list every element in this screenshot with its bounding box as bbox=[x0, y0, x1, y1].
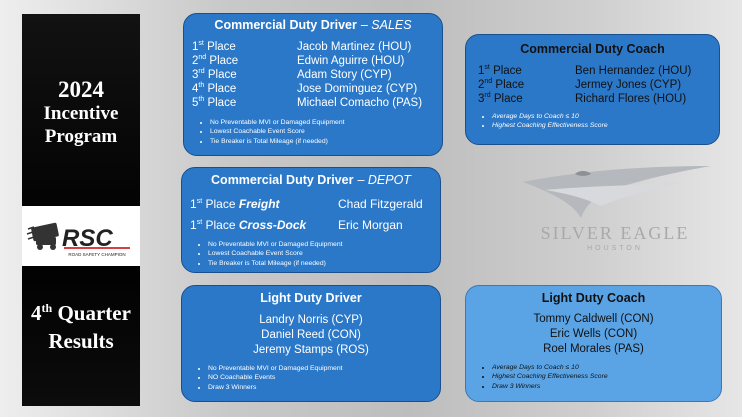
place-suffix: rd bbox=[198, 68, 205, 76]
card-subtitle: – DEPOT bbox=[357, 173, 411, 187]
place-word: Place bbox=[207, 97, 237, 109]
card-title-text: Commercial Duty Driver bbox=[211, 173, 354, 187]
place-suffix: st bbox=[198, 40, 204, 48]
place-number: 4 bbox=[192, 83, 199, 95]
silver-eagle-city: HOUSTON bbox=[587, 245, 643, 252]
winner-name: Edwin Aguirre (HOU) bbox=[297, 55, 405, 67]
place-number: 2 bbox=[192, 55, 199, 67]
winner-name: Jacob Martinez (HOU) bbox=[297, 41, 412, 53]
winner-name: Jermey Jones (CYP) bbox=[575, 79, 682, 91]
place-word: Place bbox=[205, 218, 236, 232]
place-word: Place bbox=[209, 55, 239, 67]
place-suffix: th bbox=[198, 96, 205, 104]
winner-row bbox=[192, 68, 434, 82]
criteria-item: • Highest Coaching Effectiveness Score bbox=[492, 121, 711, 130]
criteria-list bbox=[192, 118, 434, 146]
winner-name: Landry Norris (CYP) bbox=[259, 314, 363, 326]
card-title: Commercial Duty Coach bbox=[520, 42, 665, 56]
place-number: 3 bbox=[192, 69, 199, 81]
place-suffix: rd bbox=[484, 92, 491, 100]
criteria-list bbox=[190, 240, 432, 268]
winners-list bbox=[474, 312, 713, 357]
criteria-item: • Average Days to Coach ≤ 10 bbox=[492, 363, 713, 372]
criteria-item: • Average Days to Coach ≤ 10 bbox=[492, 112, 711, 121]
criteria-item: • Draw 3 Winners bbox=[208, 383, 432, 392]
winner-name: Chad Fitzgerald bbox=[338, 197, 423, 211]
winner-row bbox=[192, 96, 434, 110]
criteria-item: • Tie Breaker is Total Mileage (if needed) bbox=[208, 259, 432, 268]
quarter-word: Quarter bbox=[57, 301, 131, 325]
criteria-item: • Draw 3 Winners bbox=[492, 382, 713, 391]
criteria-list bbox=[474, 112, 711, 131]
rsc-logo bbox=[22, 206, 140, 266]
card-cd-driver-sales bbox=[183, 13, 443, 156]
rsc-logo-text: RSC bbox=[62, 225, 113, 252]
eagle-icon bbox=[515, 160, 715, 224]
criteria-list bbox=[474, 363, 713, 391]
card-title: Light Duty Coach bbox=[541, 291, 646, 305]
place-word: Place bbox=[207, 69, 237, 81]
winner-name: Ben Hernandez (HOU) bbox=[575, 65, 692, 77]
criteria-item: • No Preventable MVI or Damaged Equipment bbox=[208, 364, 432, 373]
criteria-item: • NO Coachable Events bbox=[208, 373, 432, 382]
winner-name: Jose Dominguez (CYP) bbox=[297, 83, 418, 95]
winner-row bbox=[478, 64, 711, 78]
card-ld-driver bbox=[181, 285, 441, 402]
results-label: Results bbox=[48, 329, 114, 354]
program-year: 2024 bbox=[58, 77, 104, 102]
place-number: 1 bbox=[190, 218, 197, 232]
depot-category: Cross-Dock bbox=[238, 218, 307, 232]
card-cd-coach bbox=[465, 34, 720, 145]
place-number: 1 bbox=[192, 41, 199, 53]
winners-list bbox=[474, 64, 711, 106]
quarter-suffix: th bbox=[41, 301, 53, 315]
card-title bbox=[190, 173, 432, 187]
winner-row bbox=[190, 194, 432, 215]
program-sidebar bbox=[22, 14, 140, 406]
silver-eagle-name: SILVER EAGLE bbox=[540, 223, 690, 243]
program-title-line1: Incentive bbox=[43, 103, 119, 125]
winner-row bbox=[192, 82, 434, 96]
card-title bbox=[192, 18, 434, 32]
place-number: 5 bbox=[192, 97, 199, 109]
place-suffix: nd bbox=[198, 54, 207, 62]
winner-name: Tommy Caldwell (CON) bbox=[533, 313, 654, 325]
rsc-truck-icon bbox=[26, 209, 136, 263]
depot-category: Freight bbox=[238, 197, 280, 211]
place-number: 2 bbox=[478, 79, 485, 91]
winner-row bbox=[192, 54, 434, 68]
quarter-number: 4 bbox=[31, 301, 42, 325]
rsc-logo-caption: ROAD SAFETY CHAMPION bbox=[68, 252, 126, 257]
place-suffix: th bbox=[198, 82, 205, 90]
silver-eagle-logo bbox=[515, 160, 715, 265]
criteria-item: • Highest Coaching Effectiveness Score bbox=[492, 372, 713, 381]
winner-row bbox=[190, 215, 432, 236]
winner-name: Eric Wells (CON) bbox=[549, 328, 638, 340]
program-title bbox=[22, 76, 140, 148]
place-number: 1 bbox=[190, 197, 197, 211]
winner-row bbox=[478, 78, 711, 92]
place-suffix: st bbox=[484, 64, 490, 72]
criteria-item: • Lowest Coachable Event Score bbox=[210, 127, 434, 136]
criteria-item: • No Preventable MVI or Damaged Equipment bbox=[208, 240, 432, 249]
place-suffix: nd bbox=[484, 78, 493, 86]
winner-name: Eric Morgan bbox=[338, 218, 403, 232]
winner-name: Daniel Reed (CON) bbox=[261, 329, 361, 341]
criteria-item: • Lowest Coachable Event Score bbox=[208, 249, 432, 258]
place-suffix: st bbox=[196, 198, 203, 205]
place-word: Place bbox=[207, 83, 237, 95]
card-subtitle: – SALES bbox=[360, 18, 412, 32]
place-number: 1 bbox=[478, 65, 485, 77]
place-word: Place bbox=[493, 93, 523, 105]
winner-name: Michael Comacho (PAS) bbox=[297, 97, 423, 109]
card-title-text: Commercial Duty Driver bbox=[214, 18, 357, 32]
criteria-item: • No Preventable MVI or Damaged Equipment bbox=[210, 118, 434, 127]
winners-list bbox=[190, 194, 432, 236]
program-title-line2: Program bbox=[44, 125, 118, 147]
place-word: Place bbox=[495, 79, 525, 91]
winner-name: Richard Flores (HOU) bbox=[575, 93, 687, 105]
winner-name: Adam Story (CYP) bbox=[297, 69, 392, 81]
winners-list bbox=[192, 40, 434, 110]
card-cd-driver-depot bbox=[181, 167, 441, 273]
place-suffix: st bbox=[196, 219, 203, 226]
criteria-list bbox=[190, 364, 432, 392]
card-title: Light Duty Driver bbox=[260, 291, 362, 305]
winner-row bbox=[478, 92, 711, 106]
place-word: Place bbox=[207, 41, 236, 53]
place-number: 3 bbox=[478, 93, 485, 105]
quarter-label bbox=[22, 299, 140, 356]
winner-name: Jeremy Stamps (ROS) bbox=[253, 344, 369, 356]
winner-row bbox=[192, 40, 434, 54]
place-word: Place bbox=[205, 197, 236, 211]
place-word: Place bbox=[493, 65, 522, 77]
criteria-item: • Tie Breaker is Total Mileage (if needed) bbox=[210, 137, 434, 146]
winner-name: Roel Morales (PAS) bbox=[543, 343, 644, 355]
winners-list bbox=[190, 313, 432, 358]
card-ld-coach bbox=[465, 285, 722, 402]
